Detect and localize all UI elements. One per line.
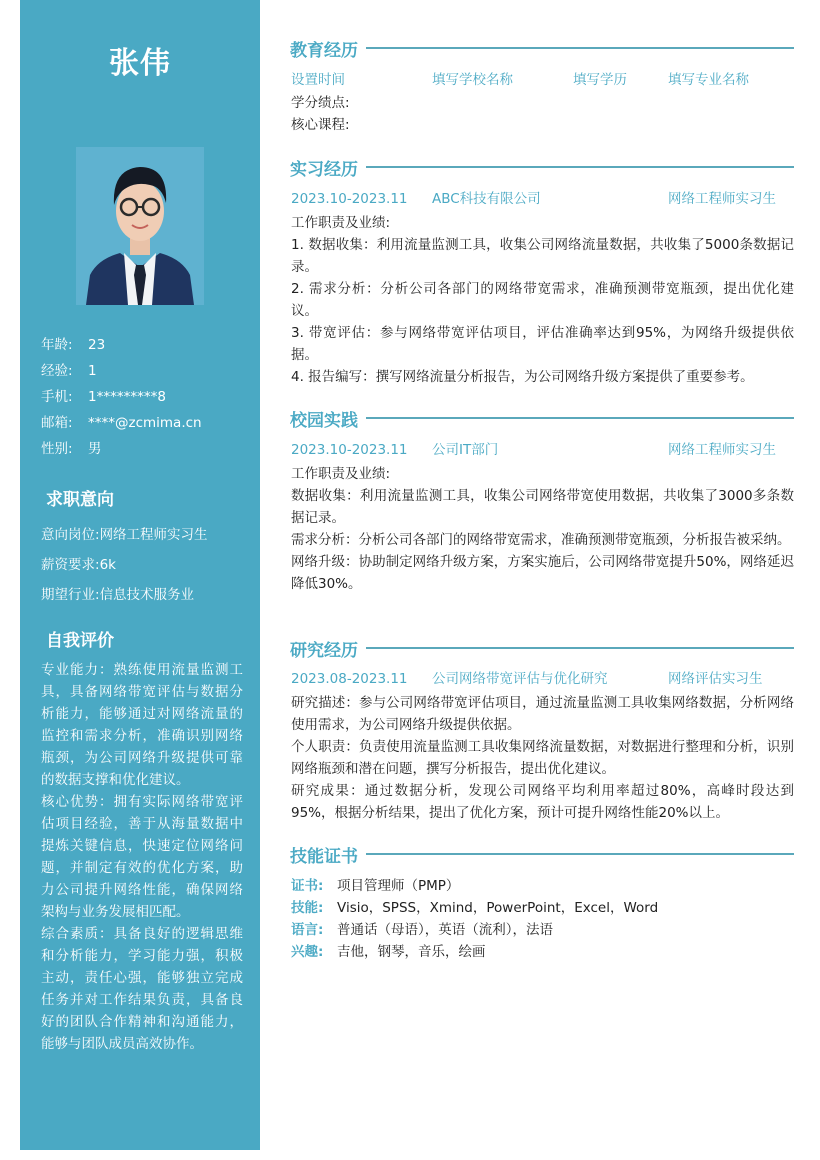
edu-school: 填写学校名称 [432, 72, 513, 88]
edu-courses: 核心课程: [291, 117, 350, 133]
body-line: 个人职责：负责使用流量监测工具收集网络流量数据，对数据进行整理和分析，识别网络瓶颈和潜在问题，撰写分析报告，提出优化建议。 [291, 739, 794, 777]
intern-date: 2023.10-2023.11 [291, 191, 408, 207]
intent-title: 求职意向 [46, 490, 114, 510]
education-body [291, 92, 794, 136]
body-line: 工作职责及业绩: [291, 466, 391, 482]
body-line: 网络升级：协助制定网络升级方案，方案实施后，公司网络带宽提升50%，网络延迟降低30%。 [291, 554, 794, 592]
eval-paragraph: 核心优势：拥有实际网络带宽评估项目经验，善于从海量数据中提炼关键信息，快速定位网络问题，并制定有效的优化方案，助力公司提升网络性能，确保网络架构与业务发展相匹配。 [41, 794, 243, 920]
body-line: 需求分析：分析公司各部门的网络带宽需求，准确预测带宽瓶颈，分析报告被采纳。 [291, 532, 791, 548]
body-line: 研究描述：参与公司网络带宽评估项目，通过流量监测工具收集网络数据，分析网络使用需求，为公司网络升级提供依据。 [291, 695, 794, 733]
eval-paragraph: 专业能力：熟练使用流量监测工具，具备网络带宽评估与数据分析能力，能够通过对网络流量的监控和需求分析，准确识别网络瓶颈，为公司网络升级提供可靠的数据支撑和优化建议。 [41, 662, 243, 788]
skill-tools: 技能: Visio，SPSS，Xmind，PowerPoint，Excel，Word [291, 900, 659, 916]
edu-time: 设置时间 [291, 72, 345, 88]
info-gender: 性别: 男 [41, 441, 102, 457]
self-eval-text [41, 659, 243, 1055]
skill-languages: 语言: 普通话（母语），英语（流利），法语 [291, 922, 553, 938]
section-title: 实习经历 [290, 159, 358, 180]
job-intent [41, 521, 208, 611]
edu-gpa: 学分绩点: [291, 95, 350, 111]
edu-degree: 填写学历 [573, 72, 627, 88]
intern-org: ABC科技有限公司 [432, 191, 541, 207]
section-title: 技能证书 [290, 846, 358, 867]
section-divider [366, 166, 794, 168]
portrait-icon [76, 147, 204, 305]
info-phone: 手机: 1*********8 [41, 389, 166, 405]
campus-body [291, 463, 794, 595]
intern-role: 网络工程师实习生 [668, 191, 776, 207]
edu-major: 填写专业名称 [668, 72, 749, 88]
section-title: 校园实践 [290, 410, 358, 431]
section-education [290, 36, 794, 60]
research-date: 2023.08-2023.11 [291, 671, 408, 687]
research-org: 公司网络带宽评估与优化研究 [432, 671, 608, 687]
sidebar [20, 0, 260, 1150]
intent-industry: 期望行业:信息技术服务业 [41, 587, 195, 603]
body-line: 数据收集：利用流量监测工具，收集公司网络带宽使用数据，共收集了3000多条数据记录。 [291, 488, 794, 526]
body-line: 1. 数据收集：利用流量监测工具，收集公司网络流量数据，共收集了5000条数据记录。 [291, 237, 794, 275]
section-title: 教育经历 [290, 40, 358, 61]
skill-certificate: 证书: 项目管理师（PMP） [291, 878, 460, 894]
internship-meta [291, 188, 794, 210]
section-research [290, 636, 794, 660]
section-skills [290, 842, 794, 866]
research-body [291, 692, 794, 824]
body-line: 3. 带宽评估：参与网络带宽评估项目，评估准确率达到95%，为网络升级提供依据。 [291, 325, 794, 363]
skills-list [291, 875, 658, 963]
section-divider [366, 47, 794, 49]
body-line: 研究成果：通过数据分析，发现公司网络平均利用率超过80%，高峰时段达到95%，根据分析结果，提出了优化方案，预计可提升网络性能20%以上。 [291, 783, 794, 821]
research-role: 网络评估实习生 [668, 671, 763, 687]
intent-position: 意向岗位:网络工程师实习生 [41, 527, 208, 543]
body-line: 工作职责及业绩: [291, 215, 391, 231]
research-meta [291, 668, 794, 690]
internship-body [291, 212, 794, 388]
self-eval-title: 自我评价 [46, 631, 114, 651]
intent-salary: 薪资要求:6k [41, 557, 116, 573]
profile-photo [76, 147, 204, 305]
basic-info [41, 333, 202, 463]
candidate-name: 张伟 [109, 46, 171, 81]
body-line: 2. 需求分析：分析公司各部门的网络带宽需求，准确预测带宽瓶颈，提出优化建议。 [291, 281, 794, 319]
eval-paragraph: 综合素质：具备良好的逻辑思维和分析能力，学习能力强，积极主动，责任心强，能够独立完成任务并对工作结果负责，具备良好的团队合作精神和沟通能力，能够与团队成员高效协作。 [41, 926, 243, 1052]
section-title: 研究经历 [290, 640, 358, 661]
skill-interests: 兴趣: 吉他，钢琴，音乐，绘画 [291, 944, 486, 960]
campus-role: 网络工程师实习生 [668, 442, 776, 458]
section-divider [366, 417, 794, 419]
body-line: 4. 报告编写：撰写网络流量分析报告，为公司网络升级方案提供了重要参考。 [291, 369, 754, 385]
section-campus [290, 406, 794, 430]
section-divider [366, 853, 794, 855]
campus-date: 2023.10-2023.11 [291, 442, 408, 458]
education-meta [291, 69, 794, 91]
campus-org: 公司IT部门 [432, 442, 499, 458]
section-divider [366, 647, 794, 649]
campus-meta [291, 439, 794, 461]
info-age: 年龄: 23 [41, 337, 106, 353]
info-email: 邮箱: ****@zcmima.cn [41, 415, 202, 431]
info-experience: 经验: 1 [41, 363, 97, 379]
section-internship [290, 155, 794, 179]
